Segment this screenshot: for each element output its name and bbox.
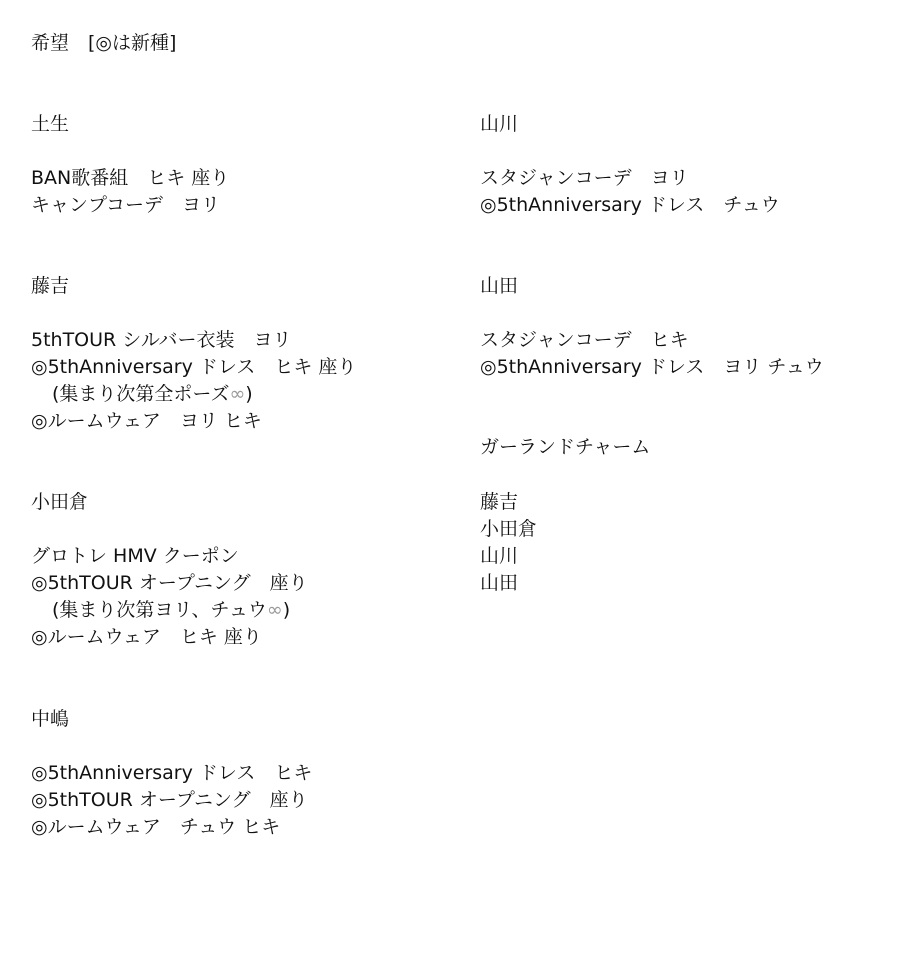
list-item-note xyxy=(31,597,290,624)
list-item: ◎5thAnniversary ドレス ヒキ 座り xyxy=(31,356,357,378)
list-item: スタジャンコーデ ヒキ xyxy=(480,329,689,351)
group-name-yamakawa: 山川 xyxy=(480,113,519,135)
infinity-icon: ∞ xyxy=(229,383,246,405)
list-item: 5thTOUR シルバー衣装 ヨリ xyxy=(31,329,292,351)
list-item: 小田倉 xyxy=(480,518,538,540)
list-item: ◎ルームウェア チュウ ヒキ xyxy=(31,816,281,838)
list-item: 山川 xyxy=(480,545,519,567)
list-item: BAN歌番組 ヒキ 座り xyxy=(31,167,230,189)
group-name-fujiyoshi: 藤吉 xyxy=(31,275,70,297)
group-name-yamada: 山田 xyxy=(480,275,519,297)
list-item: 藤吉 xyxy=(480,491,519,513)
group-name-nakashima: 中嶋 xyxy=(31,708,70,730)
list-item: ◎ルームウェア ヨリ ヒキ xyxy=(31,410,262,432)
group-name-garland-charm: ガーランドチャーム xyxy=(480,436,651,458)
list-item: スタジャンコーデ ヨリ xyxy=(480,167,689,189)
list-item: キャンプコーデ ヨリ xyxy=(31,194,221,216)
note-text: (集まり次第全ポーズ xyxy=(52,383,230,405)
list-item: 山田 xyxy=(480,572,519,594)
list-item: ◎ルームウェア ヒキ 座り xyxy=(31,626,262,648)
page-title: 希望 [◎は新種] xyxy=(31,32,177,54)
list-item: ◎5thAnniversary ドレス ヒキ xyxy=(31,762,313,784)
list-item: ◎5thTOUR オープニング 座り xyxy=(31,572,308,594)
list-item: ◎5thAnniversary ドレス チュウ xyxy=(480,194,780,216)
list-item: グロトレ HMV クーポン xyxy=(31,545,239,567)
note-close: ) xyxy=(245,383,253,405)
note-close: ) xyxy=(282,599,291,621)
list-item: ◎5thTOUR オープニング 座り xyxy=(31,789,308,811)
note-text: (集まり次第ヨリ、チュウ xyxy=(52,599,267,621)
infinity-icon: ∞ xyxy=(266,599,283,621)
group-name-habu: 土生 xyxy=(31,113,70,135)
list-item-note xyxy=(31,381,253,408)
group-name-odakura: 小田倉 xyxy=(31,491,89,513)
list-item: ◎5thAnniversary ドレス ヨリ チュウ xyxy=(480,356,824,378)
